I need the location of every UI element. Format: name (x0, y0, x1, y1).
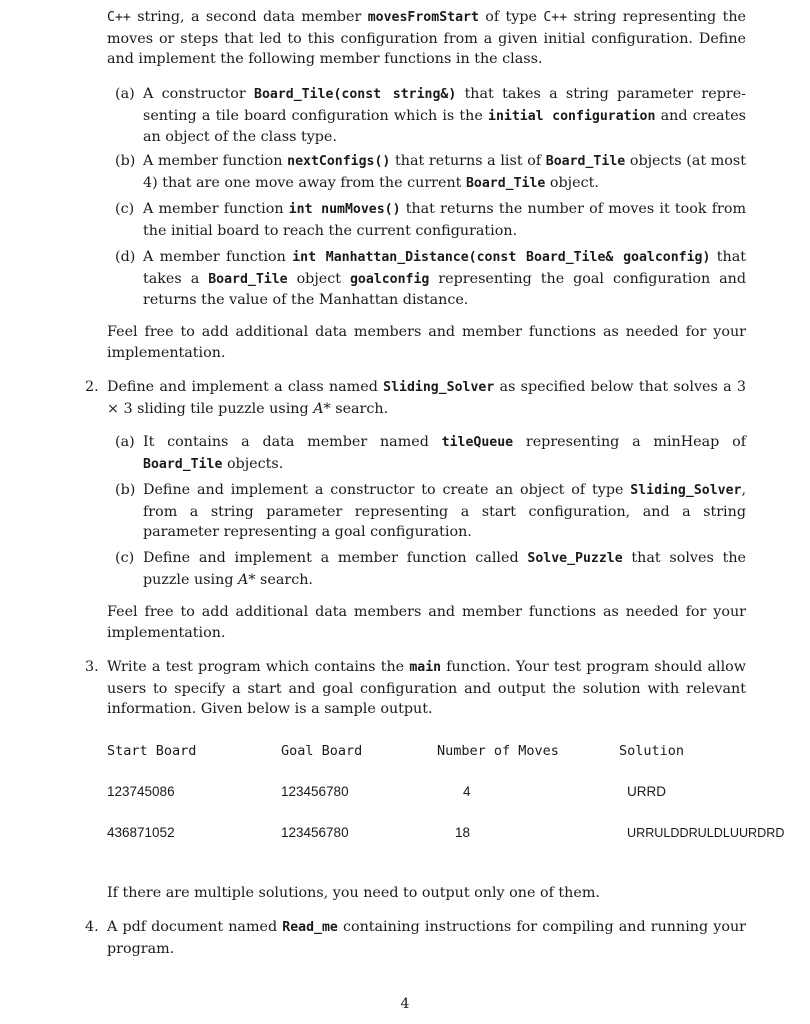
q1-item-b: A member function nextConfigs() that returns a list of Board_Tile objects (at most 4) that are one move away from the current Board_Tile object. (143, 153, 746, 191)
table-cell: 123456780 (281, 784, 349, 799)
q1-item-c: A member function int numMoves() that returns the number of moves it took from the initial board to reach the current configuration. (143, 201, 746, 239)
item-label: (b) (115, 482, 136, 498)
code-cpp: C++ (107, 10, 131, 25)
table-cell: URRULDDRULDLUURDRD (627, 826, 785, 840)
table-cell: 123745086 (107, 784, 175, 799)
question-number: 4. (85, 919, 99, 935)
table-header-start-board: Start Board (107, 743, 197, 759)
item-label: (d) (115, 249, 136, 265)
intro-paragraph: C++ string, a second data member movesFromStart of type C++ string representing the moves or steps that led to this configuration from a given initial configuration. Define and implement the following member functions in the class. (107, 9, 746, 67)
table-header-number-of-moves: Number of Moves (437, 743, 559, 759)
question-number: 2. (85, 379, 99, 395)
item-label: (c) (115, 201, 135, 217)
q1-item-d: A member function int Manhattan_Distance(const Board_Tile& goalconfig) that takes a Board_Tile object goalconfig representing the goal configuration and returns the value of the Manhattan distance. (143, 249, 747, 308)
code-cpp: C++ (543, 10, 568, 25)
table-header-goal-board: Goal Board (281, 743, 363, 759)
q3-after-text: If there are multiple solutions, you need to output only one of them. (107, 885, 600, 901)
q2-text: Define and implement a class named Sliding_Solver as specified below that solves a 3 × 3 sliding tile puzzle using A* search. (107, 379, 746, 417)
question-number: 3. (85, 659, 99, 675)
item-label: (a) (115, 434, 135, 450)
q1-feel-free: Feel free to add additional data members and member functions as needed for your implementation. (107, 324, 746, 361)
q1-item-a: A constructor Board_Tile(const string&) that takes a string parameter repre- senting a tile board configuration which is the initial configuration and creates an object of the class type. (143, 86, 747, 145)
table-cell: 18 (455, 825, 471, 840)
table-cell: URRD (627, 784, 666, 799)
item-label: (c) (115, 550, 135, 566)
item-label: (a) (115, 86, 135, 102)
code-moves-from-start: movesFromStart (367, 10, 479, 25)
table-cell: 123456780 (281, 825, 349, 840)
page-number: 4 (400, 996, 410, 1012)
table-header-solution: Solution (619, 743, 685, 759)
item-label: (b) (115, 153, 136, 169)
table-cell: 4 (463, 784, 471, 799)
q2-item-b: Define and implement a constructor to create an object of type Sliding_Solver, from a string parameter representing a start configuration, and a string parameter representing a goal configuration. (143, 482, 746, 540)
q3-text: Write a test program which contains the main function. Your test program should allow users to specify a start and goal configuration and output the solution with relevant information. Given below is a sample output. (107, 659, 746, 717)
q4-text: A pdf document named Read_me containing instructions for compiling and running your program. (107, 919, 746, 957)
q2-item-a: It contains a data member named tileQueue representing a minHeap of Board_Tile objects. (143, 434, 746, 472)
q2-feel-free: Feel free to add additional data members and member functions as needed for your implementation. (107, 604, 746, 641)
q2-item-c: Define and implement a member function called Solve_Puzzle that solves the puzzle using A* search. (143, 550, 746, 588)
table-cell: 436871052 (107, 825, 175, 840)
